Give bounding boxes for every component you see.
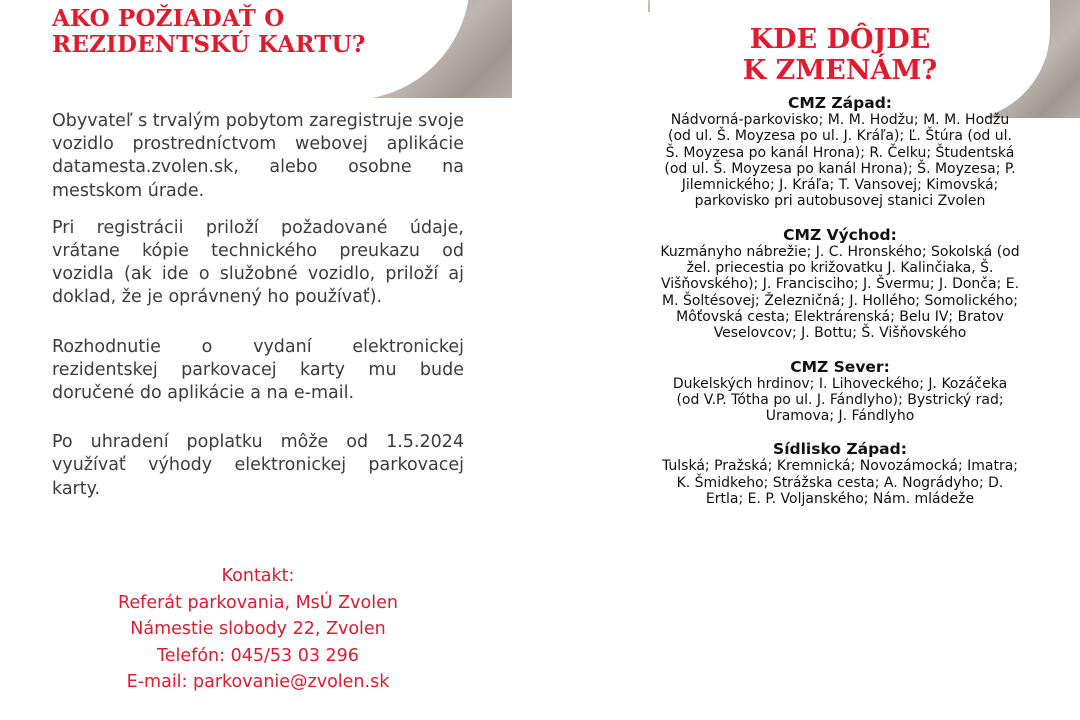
zone-name: CMZ Sever: <box>790 357 890 376</box>
zone-cmz-zapad <box>660 94 1020 210</box>
zone-cmz-sever <box>660 358 1020 425</box>
right-title-line: KDE DÔJDE <box>749 24 931 55</box>
contact-heading: Kontakt: <box>221 566 295 586</box>
contact-block <box>52 563 464 696</box>
contact-email: E-mail: parkovanie@zvolen.sk <box>126 672 390 692</box>
zone-streets: Kuzmányho nábrežie; J. C. Hronského; Sokolská (od žel. priecestia po križovatku J. Kalinčiaka, Š. Višňovského); J. Francisciho; J. Švermu; J. Donča; E. M. Šoltésovej; Železničná; J. Hollého; Somolického; Môťovská cesta; Elektrárenská; Belu IV; Bratov Veselovcov; J. Bottu; Š. Višňovského <box>660 243 1020 342</box>
instruction-paragraph: Po uhradení poplatku môže od 1.5.2024 využívať výhody elektronickej parkovacej karty. <box>52 432 464 499</box>
zone-name: Sídlisko Západ: <box>773 440 907 459</box>
column-gap <box>512 0 648 720</box>
contact-address: Námestie slobody 22, Zvolen <box>130 619 386 639</box>
right-title-line: K ZMENÁM? <box>742 55 938 86</box>
contact-phone: Telefón: 045/53 03 296 <box>157 645 359 666</box>
zone-cmz-vychod <box>660 226 1020 342</box>
left-title-line: REZIDENTSKÚ KARTU? <box>52 31 366 58</box>
instruction-paragraph: Pri registrácii priloží požadované údaje, vrátane kópie technického preukazu od vozidla (ak ide o služobné vozidlo, priloží aj doklad, že je oprávnený ho používať). <box>52 217 464 308</box>
zone-streets: Nádvorná-parkovisko; M. M. Hodžu; M. M. Hodžu (od ul. Š. Moyzesa po ul. J. Kráľa); Ľ. Štúra (od ul. Š. Moyzesa po kanál Hrona); R. Čelku; Študentská (od ul. Š. Moyzesa po kanál Hrona); Š. Moyzesa; P. Jilemnického; J. Kráľa; T. Vansovej; Kimovská; parkovisko pri autobusovej stanici Zvolen <box>664 112 1016 210</box>
instructions <box>52 110 464 501</box>
zone-list <box>660 94 1020 507</box>
left-title-line: AKO POŽIADAŤ O <box>52 5 285 32</box>
zone-streets: Tulská; Pražská; Kremnická; Novozámocká; Imatra; K. Šmidkeho; Strážska cesta; A. Nográdyho; D. Ertla; E. P. Voljanského; Nám. mládeže <box>661 458 1019 508</box>
right-title <box>690 24 990 86</box>
zone-streets: Dukelských hrdinov; I. Lihoveckého; J. Kozáčeka (od V.P. Tótha po ul. J. Fándlyho); Bystrický rad; Uramova; J. Fándlyho <box>672 375 1008 425</box>
instruction-paragraph: Rozhodnutie o vydaní elektronickej rezidentskej parkovacej karty mu bude doručené do aplikácie a na e-mail. <box>52 336 464 404</box>
contact-office: Referát parkovania, MsÚ Zvolen <box>118 592 398 613</box>
zone-name: CMZ Západ: <box>788 94 892 112</box>
left-title <box>52 6 412 58</box>
zone-sidlisko-zapad <box>660 440 1020 507</box>
instruction-paragraph: Obyvateľ s trvalým pobytom zaregistruje svoje vozidlo prostredníctvom webovej aplikácie datamesta.zvolen.sk, alebo osobne na mestskom úrade. <box>52 111 464 201</box>
zone-name: CMZ Východ: <box>783 225 897 244</box>
